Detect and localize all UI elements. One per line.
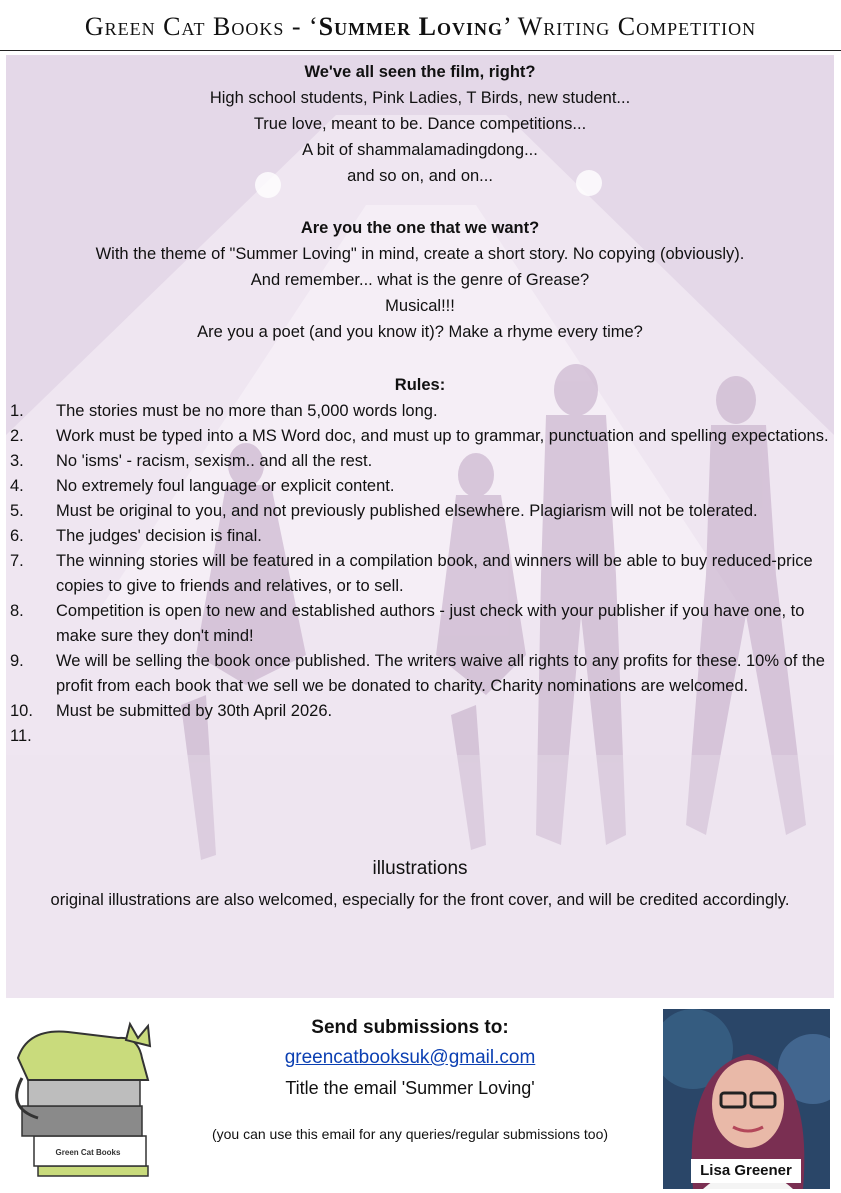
rule-number: 3. (10, 452, 24, 470)
rule-number: 5. (10, 502, 24, 520)
rule-item (10, 549, 830, 599)
competition-panel (6, 55, 834, 998)
rule-number: 11. (10, 727, 32, 745)
title-theme: Summer Loving (318, 12, 503, 41)
rule-number: 7. (10, 552, 24, 570)
rule-number: 10. (10, 702, 33, 720)
title-prefix: Green Cat Books - ‘ (84, 12, 319, 41)
challenge-line: And remember... what is the genre of Grease? (250, 271, 590, 289)
illustrations-text: original illustrations are also welcomed, especially for the front cover, and will be credited accordingly. (50, 891, 790, 909)
intro-section (6, 59, 834, 189)
rule-item (10, 424, 830, 449)
title-suffix: ’ Writing Competition (502, 12, 757, 41)
rule-text: Competition is open to new and established authors - just check with your publisher if you have one, to make sure they don't mind! (56, 602, 805, 645)
intro-heading: We've all seen the film, right? (304, 63, 536, 81)
photo-caption: Lisa Greener (691, 1159, 801, 1183)
rule-number: 2. (10, 427, 24, 445)
logo-text: Green Cat Books (55, 1148, 121, 1157)
rule-text: The winning stories will be featured in a compilation book, and winners will be able to buy reduced-price copies to give to friends and relatives, or to sell. (56, 552, 813, 595)
rule-item (10, 399, 830, 424)
rule-item (10, 649, 830, 699)
rule-text: Must be original to you, and not previously published elsewhere. Plagiarism will not be tolerated. (56, 502, 758, 520)
intro-line: A bit of shammalamadingdong... (302, 141, 538, 159)
rule-text: No extremely foul language or explicit content. (56, 477, 395, 495)
intro-line: and so on, and on... (347, 167, 493, 185)
submission-email-link[interactable]: greencatbooksuk@gmail.com (284, 1047, 536, 1068)
page-title (0, 0, 841, 51)
rule-text (56, 727, 61, 745)
rule-item (10, 599, 830, 649)
email-subject-instruction: Title the email 'Summer Loving' (285, 1078, 535, 1098)
rule-number: 1. (10, 402, 24, 420)
rule-item (10, 724, 830, 749)
rule-text: Must be submitted by 30th April 2026. (56, 702, 333, 720)
challenge-line: Musical!!! (385, 297, 455, 315)
rule-item (10, 524, 830, 549)
rule-item (10, 449, 830, 474)
email-note: (you can use this email for any queries/regular submissions too) (211, 1126, 609, 1142)
rule-item (10, 699, 830, 724)
challenge-heading: Are you the one that we want? (300, 219, 540, 237)
challenge-section (6, 215, 834, 345)
rule-text: The judges' decision is final. (56, 527, 262, 545)
intro-line: High school students, Pink Ladies, T Birds, new student... (209, 89, 631, 107)
organiser-photo (663, 1009, 830, 1189)
challenge-line: Are you a poet (and you know it)? Make a rhyme every time? (197, 323, 643, 341)
green-cat-books-logo (8, 1018, 160, 1178)
rules-list (10, 399, 830, 749)
rule-number: 9. (10, 652, 24, 670)
rule-item (10, 499, 830, 524)
rule-text: No 'isms' - racism, sexism.. and all the rest. (56, 452, 373, 470)
challenge-line: With the theme of "Summer Loving" in mind, create a short story. No copying (obviously). (95, 245, 745, 263)
submissions-block (200, 1014, 620, 1142)
rule-number: 6. (10, 527, 24, 545)
intro-line: True love, meant to be. Dance competitions... (253, 115, 587, 133)
rule-item (10, 474, 830, 499)
submissions-heading: Send submissions to: (311, 1017, 509, 1038)
rule-text: We will be selling the book once published. The writers waive all rights to any profits for these. 10% of the profit from each book that we sell we be donated to charity. Charity nominations are welcomed. (56, 652, 825, 695)
rule-number: 4. (10, 477, 24, 495)
rule-text: The stories must be no more than 5,000 words long. (56, 402, 438, 420)
rule-text: Work must be typed into a MS Word doc, and must up to grammar, punctuation and spelling expectations. (56, 427, 829, 445)
illustrations-heading: illustrations (372, 858, 468, 879)
rule-number: 8. (10, 602, 24, 620)
rules-heading: Rules: (394, 376, 446, 394)
footer (0, 1000, 841, 1193)
